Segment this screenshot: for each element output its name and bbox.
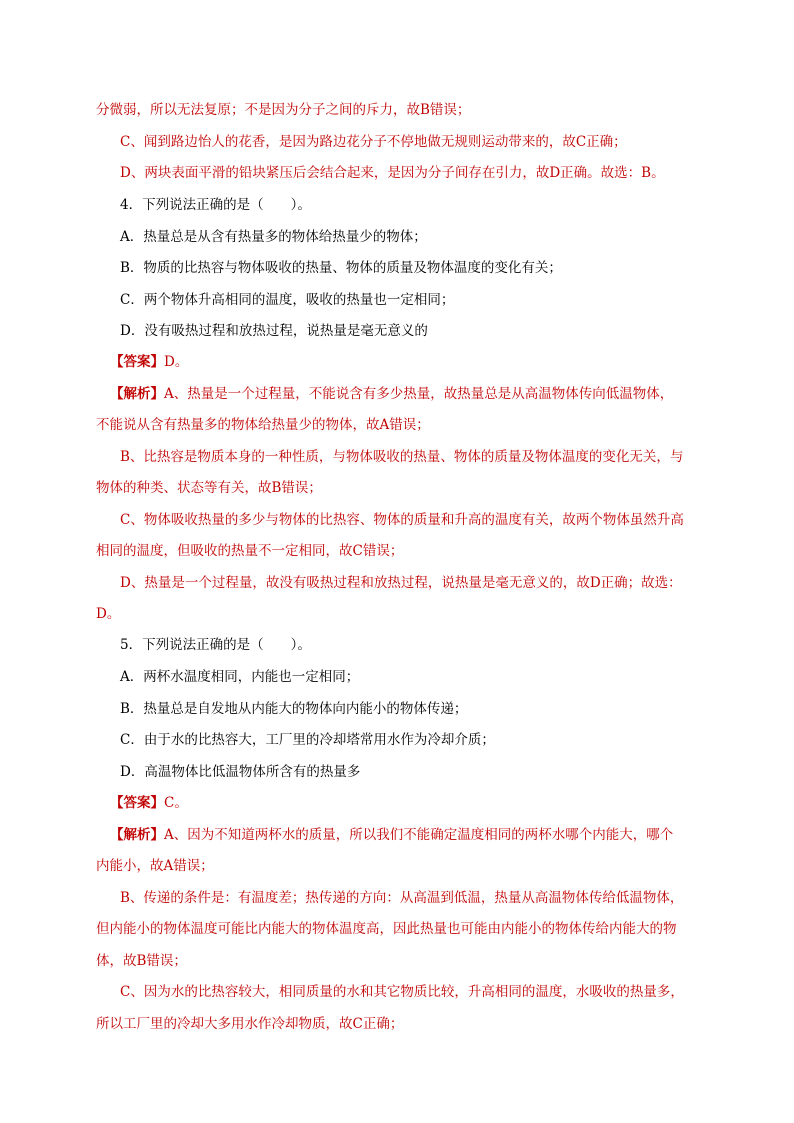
q5-option-b: B．热量总是自发地从内能大的物体向内能小的物体传递； [120, 701, 468, 717]
q4-analysis-b1: B、比热容是物质本身的一种性质，与物体吸收的热量、物体的质量及物体温度的变化无关，与 [120, 449, 684, 465]
q5-analysis-a1: A、因为不知道两杯水的质量，所以我们不能确定温度相同的两杯水哪个内能大，哪个 [164, 827, 674, 843]
q5-analysis-line-a1 [110, 826, 673, 844]
q4-stem: 4．下列说法正确的是（ ）。 [120, 197, 311, 213]
q5-analysis-a2: 内能小，故A错误； [96, 858, 214, 874]
q4-answer-line [110, 353, 188, 371]
q5-answer-line [110, 794, 188, 812]
q5-analysis-tag: 【解析】 [110, 827, 164, 843]
q4-analysis-c2: 相同的温度，但吸收的热量不一定相同，故C错误； [96, 543, 404, 559]
q5-analysis-b2: 但内能小的物体温度可能比内能大的物体温度高，因此热量也可能由内能小的物体传给内能大的物 [96, 921, 677, 937]
q4-analysis-tag: 【解析】 [110, 386, 164, 402]
q4-analysis-d2: D。 [96, 606, 121, 622]
q3-analysis-d: D、两块表面平滑的铅块紧压后会结合起来，是因为分子间存在引力，故D正确。故选：B。 [120, 165, 665, 181]
q5-analysis-c1: C、因为水的比热容较大，相同质量的水和其它物质比较，升高相同的温度，水吸收的热量多， [120, 984, 684, 1000]
q3-analysis-continuation: 分微弱，所以无法复原；不是因为分子之间的斥力，故B错误； [96, 102, 471, 118]
q5-option-d: D．高温物体比低温物体所含有的热量多 [120, 764, 361, 780]
q5-option-c: C．由于水的比热容大，工厂里的冷却塔常用水作为冷却介质； [120, 732, 495, 748]
q5-answer: C。 [164, 795, 188, 811]
q4-analysis-line-a1 [110, 385, 673, 403]
q4-option-b: B．物质的比热容与物体吸收的热量、物体的质量及物体温度的变化有关； [120, 260, 562, 276]
q4-answer: D。 [164, 354, 189, 370]
q5-analysis-c2: 所以工厂里的冷却大多用水作冷却物质，故C正确； [96, 1016, 404, 1032]
q4-option-d: D．没有吸热过程和放热过程，说热量是毫无意义的 [120, 323, 428, 339]
q4-answer-tag: 【答案】 [110, 354, 164, 370]
q5-answer-tag: 【答案】 [110, 795, 164, 811]
q4-analysis-a1: A、热量是一个过程量，不能说含有多少热量，故热量总是从高温物体传向低温物体， [164, 386, 674, 402]
q4-option-a: A．热量总是从含有热量多的物体给热量少的物体； [120, 229, 427, 245]
q3-analysis-c: C、闻到路边怡人的花香，是因为路边花分子不停地做无规则运动带来的，故C正确； [120, 134, 627, 150]
q4-analysis-c1: C、物体吸收热量的多少与物体的比热容、物体的质量和升高的温度有关，故两个物体虽然升高 [120, 512, 684, 528]
q5-analysis-b3: 体，故B错误； [96, 953, 187, 969]
q4-analysis-d1: D、热量是一个过程量，故没有吸热过程和放热过程，说热量是毫无意义的，故D正确；故选： [120, 575, 682, 591]
q5-option-a: A．两杯水温度相同，内能也一定相同； [120, 669, 360, 685]
q5-stem: 5．下列说法正确的是（ ）。 [120, 637, 311, 653]
q4-analysis-a2: 不能说从含有热量多的物体给热量少的物体，故A错误； [96, 417, 430, 433]
q4-analysis-b2: 物体的种类、状态等有关，故B错误； [96, 480, 322, 496]
q5-analysis-b1: B、传递的条件是：有温度差；热传递的方向：从高温到低温，热量从高温物体传给低温物体， [120, 890, 684, 906]
q4-option-c: C．两个物体升高相同的温度，吸收的热量也一定相同； [120, 292, 455, 308]
